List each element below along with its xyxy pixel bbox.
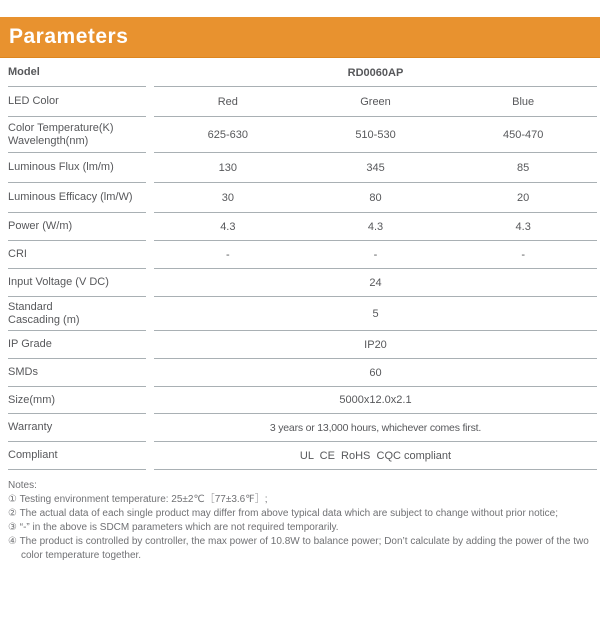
- row-label: [8, 442, 146, 470]
- row-label: [8, 213, 146, 241]
- parameters-table: [8, 59, 597, 470]
- ip-grade-value: IP20: [364, 338, 387, 351]
- value-blue: -: [521, 248, 526, 261]
- size-value: 5000x12.0x2.1: [339, 394, 412, 406]
- section-header-bar: [0, 17, 600, 58]
- table-row-power: [8, 213, 597, 241]
- value-green: 510-530: [355, 128, 396, 141]
- row-label-text: Compliant: [8, 449, 58, 461]
- row-values: [154, 331, 597, 359]
- table-row-ip-grade: [8, 331, 597, 359]
- row-label: [8, 59, 146, 87]
- model-value: RD0060AP: [347, 66, 404, 79]
- note-item-2: ② The actual data of each single product may differ from above typical data which are subject to change without prior notice;: [8, 508, 559, 519]
- compliant-value: UL CE RoHS CQC compliant: [299, 449, 452, 462]
- section-title: Parameters: [9, 25, 129, 48]
- row-label: [8, 241, 146, 269]
- table-row-luminous-efficacy: [8, 183, 597, 213]
- value-red: 4.3: [220, 220, 236, 233]
- table-row-compliant: [8, 442, 597, 470]
- table-row-warranty: [8, 414, 597, 442]
- smds-value: 60: [369, 366, 382, 379]
- value-blue: 20: [517, 191, 530, 204]
- note-item-3: ③ “-” in the above is SDCM parameters which are not required temporarily.: [8, 522, 339, 533]
- row-label-text: Color Temperature(K): [8, 121, 114, 134]
- row-label-text: IP Grade: [8, 338, 52, 350]
- row-values: [154, 359, 597, 387]
- row-label-text: Luminous Efficacy (lm/W): [8, 191, 133, 203]
- value-green: 80: [369, 191, 382, 204]
- row-label-text-line2: Cascading (m): [8, 313, 80, 326]
- cascading-value: 5: [372, 307, 379, 320]
- table-row-input-voltage: [8, 269, 597, 297]
- row-label-text: Standard: [8, 300, 53, 313]
- row-label: [8, 87, 146, 117]
- value-green: 4.3: [367, 220, 384, 233]
- row-label-text: Warranty: [8, 421, 53, 433]
- value-green: Green: [360, 95, 391, 108]
- value-red: 625-630: [207, 128, 249, 141]
- table-row-color-temperature: [8, 117, 597, 153]
- row-label: [8, 297, 146, 331]
- row-values: [154, 297, 597, 331]
- table-row-luminous-flux: [8, 153, 597, 183]
- value-blue: 450-470: [502, 128, 544, 141]
- row-label-text: Model: [8, 66, 40, 78]
- row-values: [154, 241, 597, 269]
- row-values: [154, 117, 597, 153]
- value-red: 30: [221, 191, 234, 204]
- value-green: 345: [366, 161, 385, 174]
- note-item-4: ④ The product is controlled by controller, the max power of 10.8W to balance power; Don’t calculate by adding the power of the two color temperature together.: [8, 536, 589, 561]
- table-row-led-color: [8, 87, 597, 117]
- row-label-text: Size(mm): [8, 393, 56, 406]
- row-label-text: Luminous Flux (lm/m): [8, 161, 114, 173]
- row-label-text: CRI: [8, 248, 27, 260]
- row-label: [8, 414, 146, 442]
- value-blue: Blue: [512, 95, 535, 108]
- warranty-value: 3 years or 13,000 hours, whichever comes first.: [269, 421, 482, 434]
- row-label-text: LED Color: [8, 95, 59, 107]
- row-values: [154, 442, 597, 470]
- row-values: [154, 414, 597, 442]
- value-red: -: [226, 248, 230, 261]
- row-values: [154, 183, 597, 213]
- notes-section: [8, 479, 592, 563]
- value-blue: 4.3: [515, 220, 531, 233]
- row-values: [154, 153, 597, 183]
- row-label: [8, 387, 146, 414]
- row-label: [8, 359, 146, 387]
- table-row-model: [8, 59, 597, 87]
- notes-title: Notes:: [8, 480, 37, 491]
- row-label-text: Power (W/m): [8, 220, 73, 232]
- row-label: [8, 183, 146, 213]
- row-label: [8, 117, 146, 153]
- row-values: [154, 59, 597, 87]
- row-label-text-line2: Wavelength(nm): [8, 134, 89, 147]
- value-red: Red: [217, 95, 238, 108]
- row-label: [8, 153, 146, 183]
- table-row-smds: [8, 359, 597, 387]
- row-values: [154, 213, 597, 241]
- row-values: [154, 87, 597, 117]
- row-label: [8, 331, 146, 359]
- row-label-text: SMDs: [8, 366, 38, 378]
- row-values: [154, 269, 597, 297]
- row-values: [154, 387, 597, 414]
- row-label-text: Input Voltage (V DC): [8, 276, 109, 288]
- value-red: 130: [218, 161, 238, 174]
- table-row-cri: [8, 241, 597, 269]
- value-blue: 85: [517, 161, 530, 174]
- note-item-1: ① Testing environment temperature: 25±2℃［77±3.6℉］;: [8, 494, 268, 505]
- table-row-size: [8, 387, 597, 414]
- input-voltage-value: 24: [369, 276, 382, 289]
- table-row-standard-cascading: [8, 297, 597, 331]
- row-label: [8, 269, 146, 297]
- value-green: -: [373, 248, 378, 261]
